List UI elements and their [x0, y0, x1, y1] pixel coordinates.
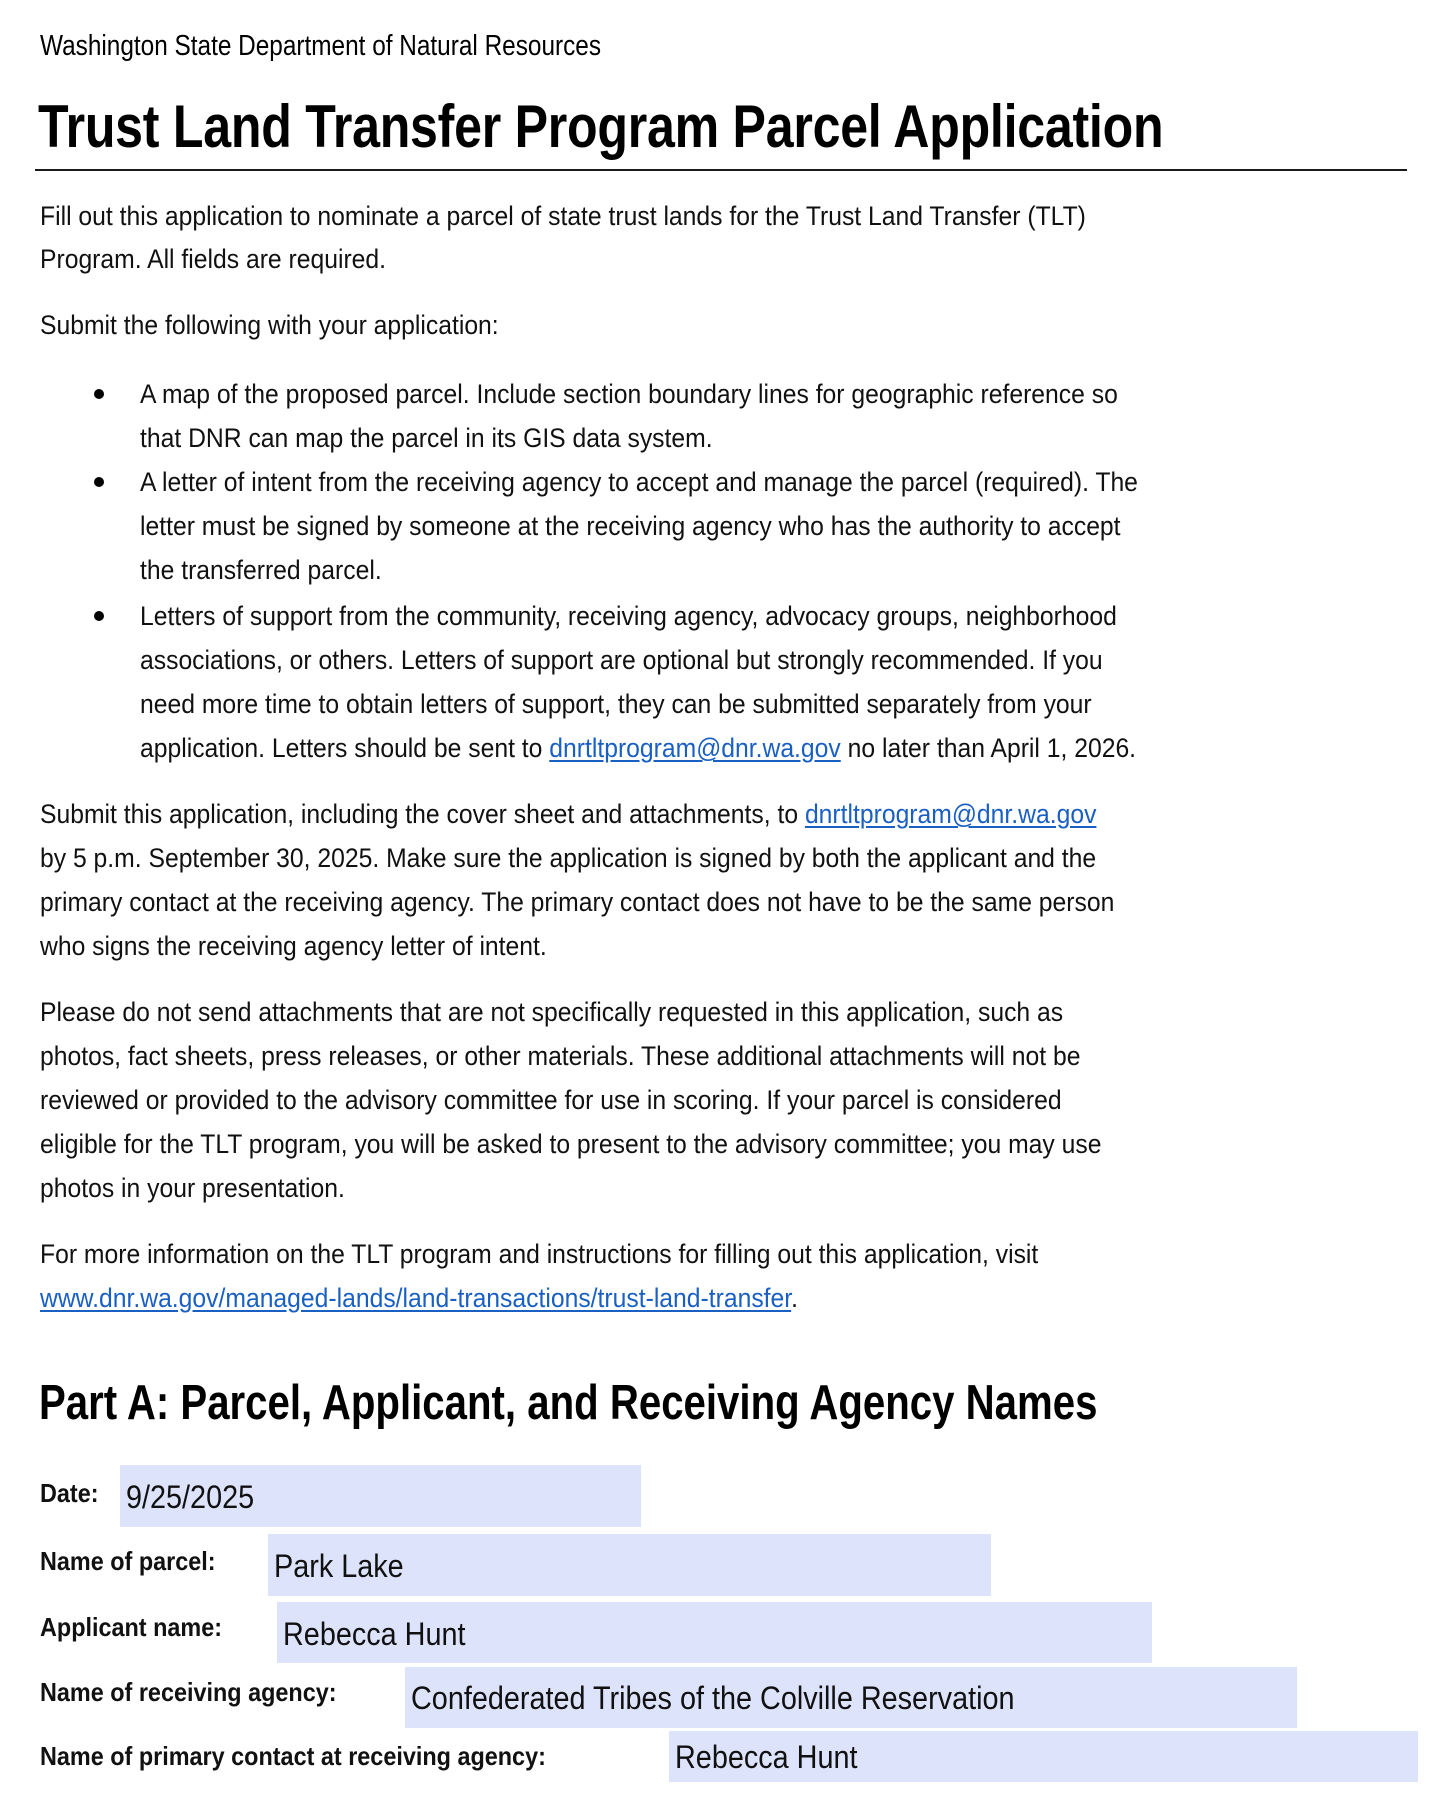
bullet-3-line-4	[140, 731, 1136, 765]
attachments-line-4: eligible for the TLT program, you will be asked to present to the advisory committee; you may use	[40, 1129, 1102, 1159]
receiving-agency-field[interactable]	[405, 1667, 1297, 1728]
bullet-3-prefix: application. Letters should be sent to	[140, 733, 550, 763]
date-label: Date:	[40, 1478, 99, 1508]
intro-line-1: Fill out this application to nominate a parcel of state trust lands for the Trust Land Transfer (TLT)	[40, 201, 1086, 231]
bullet-3-line-3: need more time to obtain letters of support, they can be submitted separately from your	[140, 689, 1092, 719]
more-info-line-1: For more information on the TLT program and instructions for filling out this application, visit	[40, 1239, 1039, 1269]
bullet-3-suffix: no later than April 1, 2026.	[840, 733, 1137, 763]
attachments-line-1: Please do not send attachments that are not specifically requested in this application, such as	[40, 997, 1064, 1027]
bullet-2-line-3: the transferred parcel.	[140, 555, 382, 585]
applicant-name-value: Rebecca Hunt	[283, 1616, 466, 1652]
organization-name: Washington State Department of Natural Resources	[40, 30, 602, 62]
receiving-agency-label: Name of receiving agency:	[40, 1677, 337, 1707]
bullet-icon	[94, 611, 104, 621]
intro-line-2: Program. All fields are required.	[40, 244, 387, 274]
parcel-name-value: Park Lake	[274, 1548, 404, 1584]
bullet-icon	[94, 477, 104, 487]
attachments-line-5: photos in your presentation.	[40, 1173, 345, 1203]
receiving-agency-value: Confederated Tribes of the Colville Reservation	[411, 1680, 1015, 1716]
bullet-icon	[94, 389, 104, 399]
parcel-name-field[interactable]	[268, 1534, 991, 1596]
more-info-line-2	[40, 1281, 798, 1315]
applicant-name-label: Applicant name:	[40, 1612, 223, 1642]
email-link-submit[interactable]: dnrtltprogram@dnr.wa.gov	[804, 799, 1097, 829]
date-value: 9/25/2025	[126, 1479, 255, 1515]
primary-contact-value: Rebecca Hunt	[675, 1739, 858, 1775]
submit-line-4: who signs the receiving agency letter of intent.	[40, 931, 547, 961]
submit-line-3: primary contact at the receiving agency. The primary contact does not have to be the same person	[40, 887, 1115, 917]
primary-contact-label: Name of primary contact at receiving agency:	[40, 1741, 546, 1771]
applicant-name-field[interactable]	[277, 1602, 1152, 1663]
parcel-name-label: Name of parcel:	[40, 1546, 216, 1576]
bullet-3-line-2: associations, or others. Letters of support are optional but strongly recommended. If you	[140, 645, 1103, 675]
submit-prefix: Submit this application, including the cover sheet and attachments, to	[40, 799, 805, 829]
attachments-line-3: reviewed or provided to the advisory committee for use in scoring. If your parcel is considered	[40, 1085, 1062, 1115]
bullet-1-line-1: A map of the proposed parcel. Include section boundary lines for geographic reference so	[140, 379, 1118, 409]
submit-line-1	[40, 797, 1096, 831]
more-info-suffix: .	[791, 1283, 799, 1313]
submit-intro: Submit the following with your application:	[40, 310, 499, 340]
tlt-website-link[interactable]: www.dnr.wa.gov/managed-lands/land-transactions/trust-land-transfer	[40, 1283, 792, 1313]
primary-contact-field[interactable]	[669, 1731, 1418, 1782]
title-divider	[35, 169, 1407, 171]
bullet-1-line-2: that DNR can map the parcel in its GIS data system.	[140, 423, 713, 453]
submit-line-2: by 5 p.m. September 30, 2025. Make sure the application is signed by both the applicant and the	[40, 843, 1097, 873]
email-link-support-letters[interactable]: dnrtltprogram@dnr.wa.gov	[549, 733, 841, 763]
date-field[interactable]	[120, 1465, 641, 1527]
page-title: Trust Land Transfer Program Parcel Application	[38, 93, 1164, 160]
bullet-2-line-2: letter must be signed by someone at the receiving agency who has the authority to accept	[140, 511, 1121, 541]
bullet-2-line-1: A letter of intent from the receiving agency to accept and manage the parcel (required). The	[140, 467, 1138, 497]
section-heading-part-a: Part A: Parcel, Applicant, and Receiving Agency Names	[39, 1376, 1098, 1430]
bullet-3-line-1: Letters of support from the community, receiving agency, advocacy groups, neighborhood	[140, 601, 1117, 631]
attachments-line-2: photos, fact sheets, press releases, or other materials. These additional attachments will not be	[40, 1041, 1081, 1071]
